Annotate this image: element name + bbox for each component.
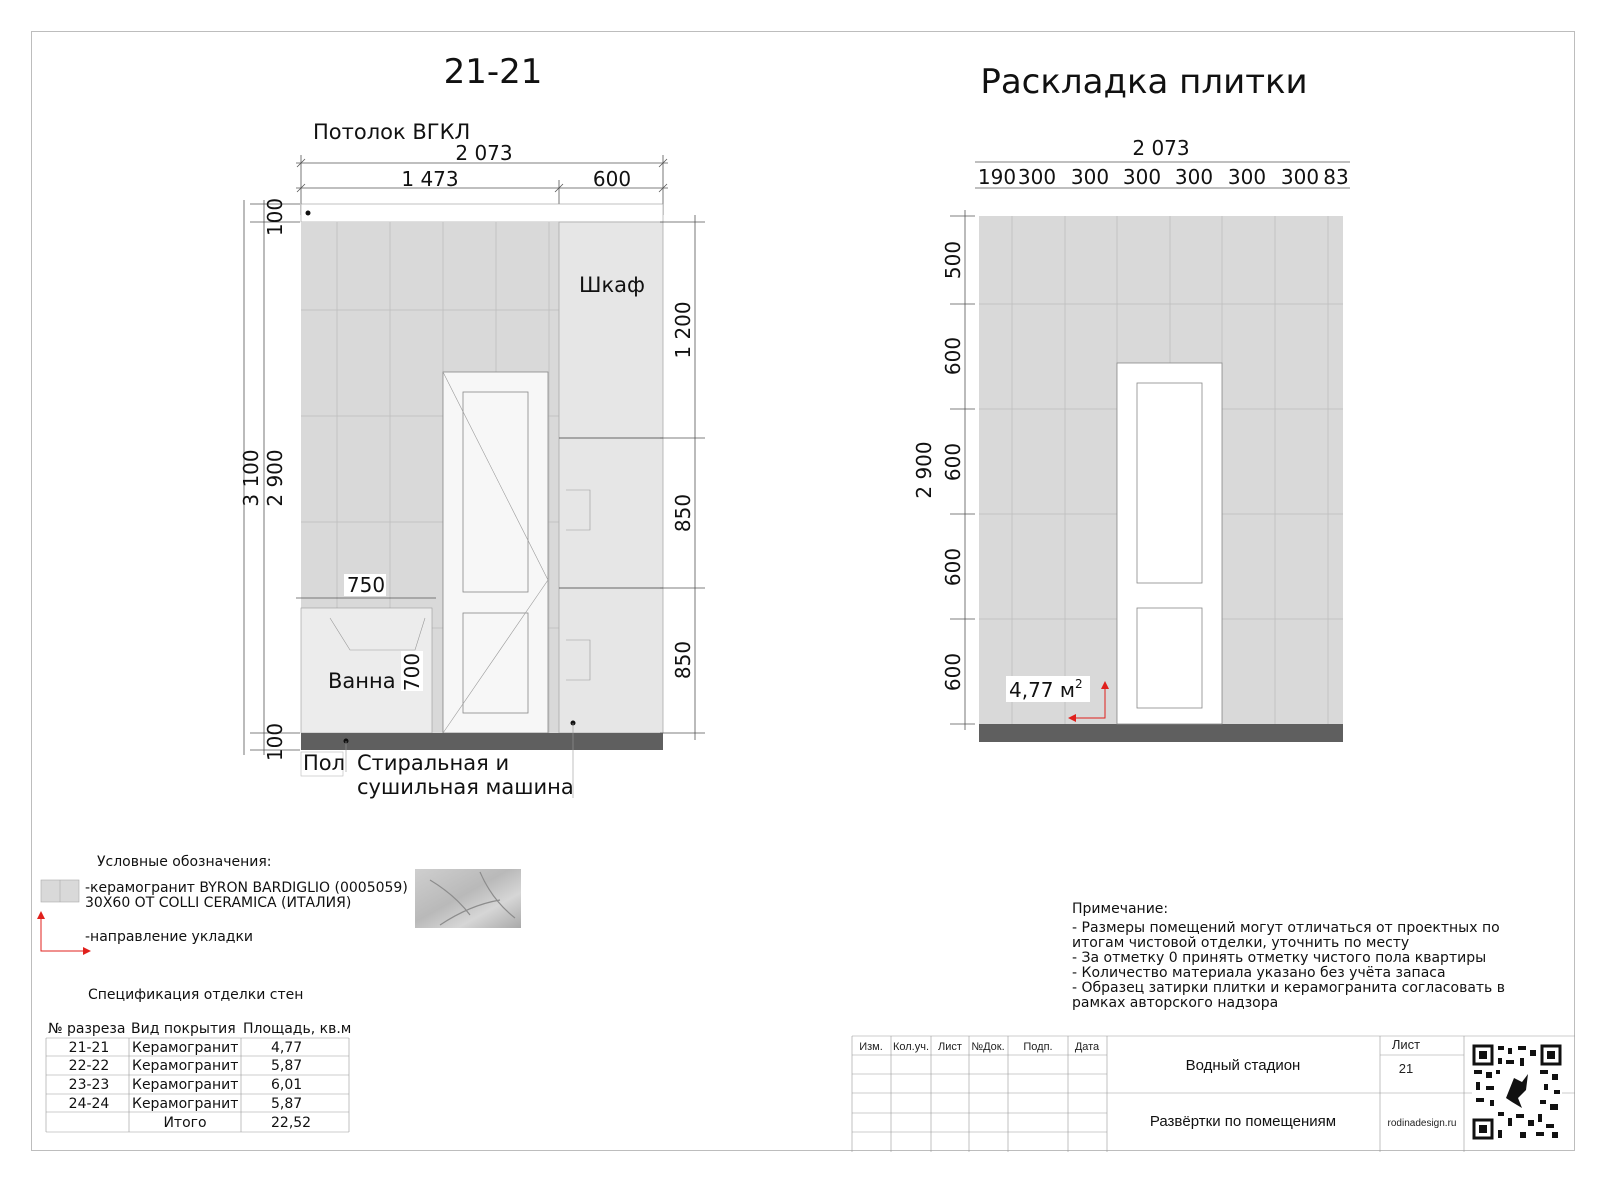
- stamp-site: rodinadesign.ru: [1387, 1118, 1457, 1129]
- column-dimensions: [978, 165, 1349, 189]
- tile-col-dim: 300: [1174, 165, 1214, 189]
- material-sample-image: [415, 869, 521, 928]
- dim-total-height: 3 100: [239, 449, 263, 507]
- stamp-sheet-title: Развёртки по помещениям: [1149, 1113, 1337, 1130]
- stamp-sheet-label: Лист: [1391, 1037, 1421, 1052]
- spec-cell: 23-23: [68, 1077, 110, 1093]
- legend-material-line-1: -керамогранит BYRON BARDIGLIO (0005059): [85, 880, 408, 896]
- tile-row-dim: 600: [941, 547, 965, 587]
- legend: [37, 854, 521, 955]
- note-line: - Размеры помещений могут отличаться от проектных по: [1072, 920, 1500, 936]
- spec-cell: 5,87: [271, 1096, 303, 1112]
- stamp-header: Подп.: [1023, 1041, 1053, 1053]
- spec-cell: Керамогранит: [132, 1077, 239, 1093]
- stamp-header: Лист: [938, 1041, 962, 1053]
- spec-cell: 22-22: [68, 1058, 110, 1074]
- dim-bath-width: 750: [346, 573, 386, 597]
- tile-col-dim: 300: [1227, 165, 1267, 189]
- title-block: [852, 1036, 1575, 1152]
- stamp-header: Изм.: [859, 1041, 883, 1053]
- elevation-title: 21-21: [443, 52, 543, 92]
- bath-label: Ванна: [328, 669, 396, 693]
- stamp-header: Дата: [1074, 1041, 1100, 1053]
- dim-module-height-2: 850: [671, 640, 695, 680]
- tile-dim-total-width: 2 073: [1132, 136, 1190, 160]
- floor-label: Пол: [303, 751, 346, 775]
- tile-layout-door: [1117, 363, 1222, 724]
- spec-cell: 21-21: [68, 1040, 110, 1056]
- tile-col-dim: 300: [1017, 165, 1057, 189]
- tile-col-dim: 300: [1122, 165, 1162, 189]
- spec-cell: Керамогранит: [132, 1096, 239, 1112]
- dim-cabinet-width: 600: [592, 167, 632, 191]
- tile-col-dim: 190: [977, 165, 1017, 189]
- dim-total-width: 2 073: [455, 141, 513, 165]
- stamp-project: Водный стадион: [1185, 1057, 1301, 1074]
- dim-module-height-1: 850: [671, 493, 695, 533]
- stamp-header: №Док.: [971, 1041, 1005, 1053]
- spec-header: № разреза: [48, 1021, 126, 1037]
- notes-title: Примечание:: [1072, 901, 1169, 917]
- legend-direction-arrow: [41, 918, 86, 951]
- tile-row-dim: 600: [941, 652, 965, 692]
- tile-row-dim: 500: [941, 240, 965, 280]
- cabinet-label: Шкаф: [579, 273, 645, 297]
- spec-header: Площадь, кв.м: [243, 1021, 352, 1037]
- note-line: - Образец затирки плитки и керамогранита согласовать в: [1072, 980, 1506, 996]
- spec-cell: Керамогранит: [132, 1040, 239, 1056]
- washer-label-line-1: Стиральная и: [357, 751, 510, 775]
- notes: [1072, 901, 1505, 1011]
- spec-cell: 4,77: [271, 1040, 303, 1056]
- spec-cell: Керамогранит: [132, 1058, 239, 1074]
- tile-area-value: 4,77 $м^2$: [1009, 677, 1083, 702]
- dim-left-width: 1 473: [401, 167, 459, 191]
- ceiling-label: Потолок ВГКЛ: [313, 120, 471, 144]
- qr-code: [1472, 1042, 1562, 1142]
- spec-total-value: 22,52: [271, 1115, 312, 1131]
- tile-dim-total-height: 2 900: [912, 441, 936, 499]
- legend-material-line-2: 30Х60 ОТ COLLI CERAMICA (ИТАЛИЯ): [85, 895, 352, 911]
- tile-row-dim: 600: [941, 336, 965, 376]
- spec-title: Спецификация отделки стен: [88, 987, 304, 1003]
- note-line: рамках авторского надзора: [1072, 995, 1279, 1011]
- dim-wall-height: 2 900: [263, 449, 287, 507]
- stamp-sheet-number: 21: [1398, 1061, 1414, 1076]
- legend-direction-label: -направление укладки: [85, 929, 254, 945]
- tile-row-dim: 600: [941, 442, 965, 482]
- stamp-header: Кол.уч.: [892, 1041, 930, 1053]
- spec-cell: 24-24: [68, 1096, 110, 1112]
- dim-bottom-offset: 100: [263, 722, 287, 762]
- washer-label-line-2: сушильная машина: [357, 775, 574, 799]
- dim-bath-height: 700: [400, 652, 424, 692]
- tile-col-dim: 300: [1070, 165, 1110, 189]
- spec-cell: 6,01: [271, 1077, 303, 1093]
- note-line: - За отметку 0 принять отметку чистого пола квартиры: [1072, 950, 1487, 966]
- floor-slab: [301, 733, 663, 750]
- elevation-21-21: [239, 52, 705, 799]
- spec-table: [46, 987, 351, 1132]
- spec-cell: 5,87: [271, 1058, 303, 1074]
- dim-cabinet-height: 1 200: [671, 301, 695, 359]
- tile-layout-title: Раскладка плитки: [980, 62, 1308, 102]
- cabinet: [559, 222, 663, 733]
- door: [443, 372, 548, 733]
- spec-total-label: Итого: [163, 1115, 207, 1131]
- tile-col-dim: 300: [1280, 165, 1320, 189]
- spec-header: Вид покрытия: [131, 1021, 236, 1037]
- dim-top-offset: 100: [263, 197, 287, 237]
- note-line: итогам чистовой отделки, уточнить по месту: [1072, 935, 1410, 951]
- tile-layout: [912, 62, 1350, 742]
- note-line: - Количество материала указано без учёта запаса: [1072, 965, 1446, 981]
- tile-col-dim: 83: [1323, 165, 1349, 189]
- legend-title: Условные обозначения:: [97, 854, 272, 870]
- tile-layout-floor: [979, 724, 1343, 742]
